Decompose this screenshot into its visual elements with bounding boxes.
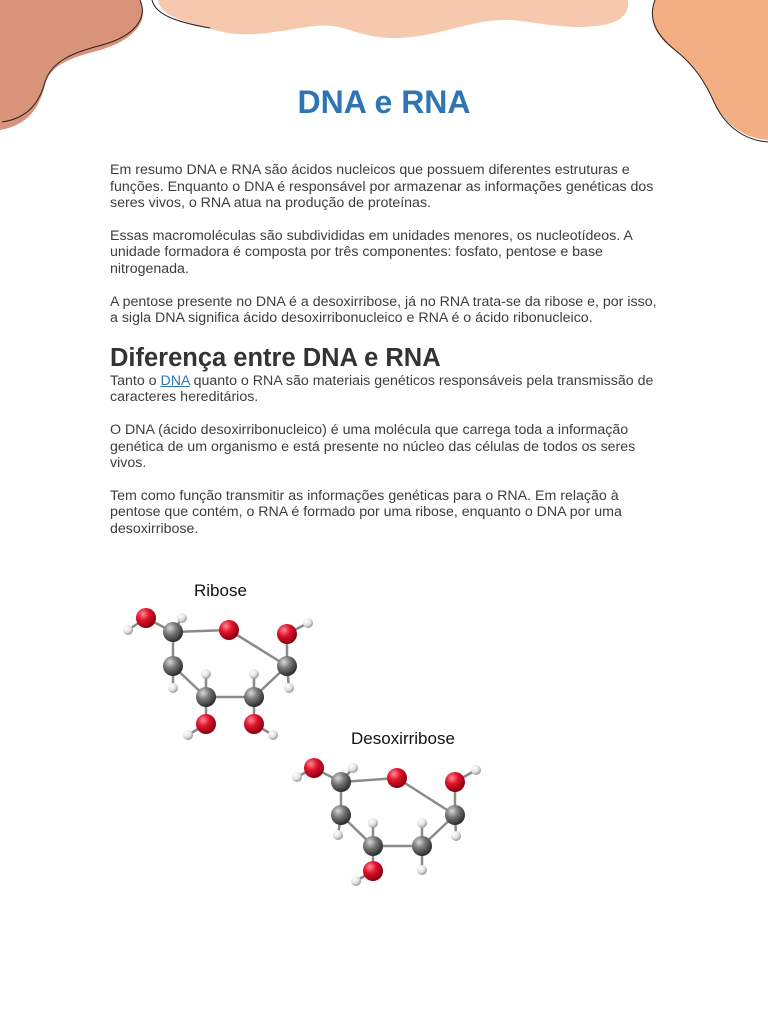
intro-paragraph: A pentose presente no DNA é a desoxirribose, já no RNA trata-se da ribose e, por isso, a sigla DNA significa ácido desoxirribonucleico e RNA é o ácido ribonucleico. <box>110 293 657 327</box>
section-paragraph: O DNA (ácido desoxirribonucleico) é uma molécula que carrega toda a informação genética de um organismo e está presente no núcleo das células de todos os seres vivos. <box>110 421 636 472</box>
intro-paragraph: Em resumo DNA e RNA são ácidos nucleicos que possuem diferentes estruturas e funções. Enquanto o DNA é responsável por armazenar as informações genéticas dos seres vivos, o RNA atua na produção de proteínas. <box>110 162 654 212</box>
intro-paragraph: Essas macromoléculas são subdivididas em unidades menores, os nucleotídeos. A unidade formadora é composta por três componentes: fosfato, pentose e base nitrogenada. <box>110 227 633 277</box>
page-title: DNA e RNA <box>297 84 471 120</box>
ribose-molecule <box>123 581 313 740</box>
section-paragraph: Tem como função transmitir as informações genéticas para o RNA. Em relação à pentose que contém, o RNA é formado por uma ribose, enquanto o DNA por uma desoxirribose. <box>110 487 622 537</box>
section-heading: Diferença entre DNA e RNA <box>110 343 441 372</box>
deco-blob-top <box>158 0 628 38</box>
deoxyribose-molecule <box>292 729 481 886</box>
ribose-label: Ribose <box>194 581 247 600</box>
article-body <box>110 162 658 554</box>
deoxyribose-label: Desoxirribose <box>351 729 455 748</box>
pentose-figure <box>0 570 768 900</box>
header-decoration <box>0 0 768 150</box>
section-paragraph: Tanto o DNA quanto o RNA são materiais genéticos responsáveis pela transmissão de caracteres hereditários. <box>110 372 654 406</box>
dna-link[interactable]: DNA <box>160 372 190 389</box>
